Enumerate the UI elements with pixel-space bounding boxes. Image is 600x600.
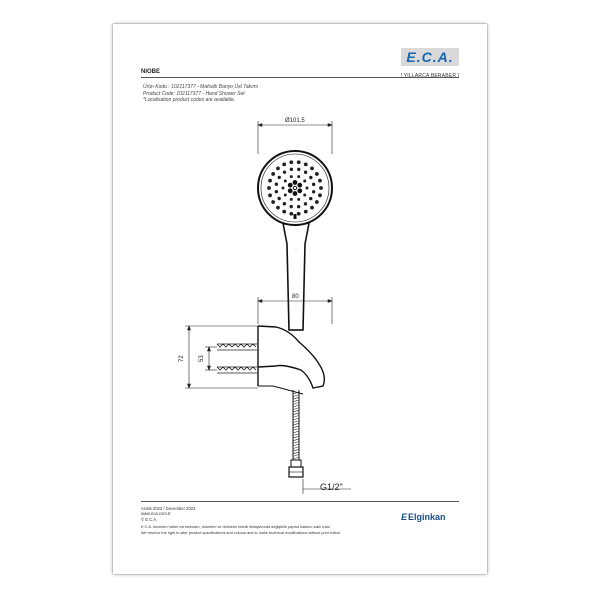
footer-note-en: We reserve the right to alter product specifications and colours and to make technical modifications without prior notice. bbox=[141, 531, 342, 535]
wall-holder bbox=[258, 326, 324, 388]
product-code-en: Product Code: 102117377 - Hand Shower Set bbox=[143, 90, 245, 97]
footer-note-tr: E.C.A. önceden haber vermeksizin, ürünlerin ve ürünlerin teknik detaylarında değişiklik yapma hakkını saklı tutar. bbox=[141, 525, 331, 529]
eca-logo-text: E.C.A. bbox=[406, 49, 454, 65]
technical-drawing bbox=[113, 24, 487, 574]
connection-label: G1/2" bbox=[320, 482, 343, 492]
shower-head bbox=[258, 151, 332, 225]
brand-slogan: [ YILLARCA BERABER ] bbox=[400, 73, 460, 79]
footer-info bbox=[141, 506, 195, 522]
footer-divider bbox=[141, 501, 459, 502]
elginkan-logo-text: Elginkan bbox=[408, 512, 446, 522]
footer-website: www.eca.com.tr bbox=[141, 511, 171, 517]
localisation-note: *Localisation product codes are available. bbox=[143, 97, 236, 103]
elginkan-logo bbox=[401, 512, 446, 522]
elginkan-logo-mark: E bbox=[401, 512, 408, 522]
dim-screw-spacing: 53 bbox=[199, 355, 205, 362]
dim-head-diameter: Ø101.5 bbox=[285, 118, 305, 124]
footer-copyright: © E.C.A. bbox=[141, 516, 158, 522]
dim-total-height: 72 bbox=[179, 355, 185, 362]
shower-handle bbox=[283, 223, 309, 330]
wall-screws bbox=[217, 344, 257, 373]
series-title: NIOBE bbox=[141, 69, 161, 75]
footer-date: Aralık 2023 / December 2023 bbox=[141, 506, 196, 511]
document-page bbox=[113, 24, 487, 574]
shower-hose bbox=[289, 390, 303, 477]
product-code-tr: Ürün Kodu : 102117377 - Mafsallı Banyo Üst Takımı bbox=[143, 84, 259, 90]
dim-holder-width: 80 bbox=[292, 294, 299, 300]
